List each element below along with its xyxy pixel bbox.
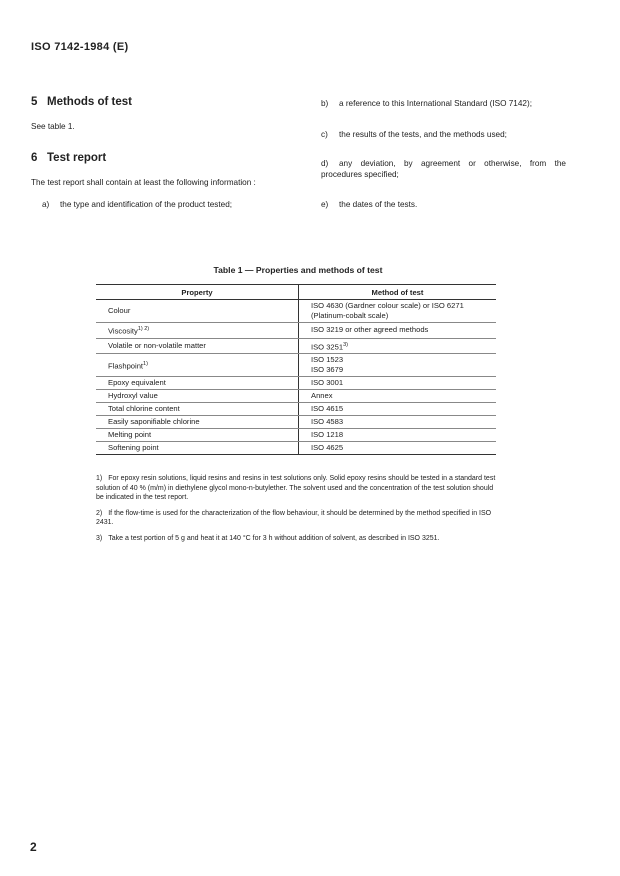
table-row: [96, 416, 496, 429]
section-5-title: Methods of test: [47, 96, 132, 108]
method-cell: [299, 390, 497, 403]
property-name: Epoxy equivalent: [108, 378, 166, 388]
report-item-e-text: the dates of the tests.: [339, 200, 418, 209]
footnote-ref: 1): [143, 360, 148, 367]
section-6-title: Test report: [47, 152, 107, 164]
document-header: ISO 7142-1984 (E): [31, 41, 129, 53]
footnote: [96, 474, 496, 503]
method-text-line2: ISO 3679: [311, 365, 344, 375]
properties-table: [96, 284, 496, 455]
report-item-b: [321, 98, 566, 109]
property-cell: [96, 403, 299, 416]
footnote-mark: 2): [96, 509, 103, 517]
section-5-number: 5: [31, 96, 38, 108]
footnote-text: Take a test portion of 5 g and heat it at 140 °C for 3 h without addition of solvent, as described in ISO 3251.: [108, 534, 440, 542]
table-row: [96, 442, 496, 455]
table-title: Table 1 — Properties and methods of test: [213, 265, 383, 275]
method-cell: [299, 323, 497, 339]
method-cell: [299, 377, 497, 390]
method-text: ISO 1523: [311, 355, 344, 365]
method-cell: [299, 416, 497, 429]
table-row: [96, 338, 496, 354]
report-item-d-text: any deviation, by agreement or otherwise, from the procedures specified;: [321, 159, 566, 179]
property-name: Volatile or non-volatile matter: [108, 340, 206, 350]
table-row: [96, 377, 496, 390]
property-name: Softening point: [108, 443, 159, 453]
property-cell: [96, 416, 299, 429]
table-row: [96, 323, 496, 339]
method-text-line2: (Platinum-cobalt scale): [311, 311, 389, 320]
page-number: 2: [30, 840, 37, 854]
footnotes: [96, 474, 496, 550]
property-name: Hydroxyl value: [108, 391, 158, 401]
property-name: Total chlorine content: [108, 404, 180, 414]
report-item-b-label: b): [321, 99, 329, 108]
property-cell: [96, 429, 299, 442]
method-text: ISO 1218: [311, 430, 344, 440]
footnote-text: If the flow-time is used for the characterization of the flow behaviour, it should be determined by the method specified in ISO 2431.: [96, 509, 492, 527]
method-column-header: Method of test: [299, 285, 497, 300]
method-cell: [299, 403, 497, 416]
property-cell: [96, 323, 299, 339]
section-6-intro: The test report shall contain at least the following information :: [31, 178, 256, 187]
table-body: [96, 300, 496, 455]
table-row: [96, 429, 496, 442]
property-name: Viscosity: [108, 326, 138, 336]
property-cell: [96, 300, 299, 323]
report-item-b-text: a reference to this International Standard (ISO 7142);: [339, 99, 532, 108]
table-row: [96, 403, 496, 416]
method-text: ISO 3251: [311, 342, 344, 352]
section-5-heading: [31, 96, 132, 108]
property-cell: [96, 354, 299, 377]
footnote-mark: 1): [96, 475, 103, 482]
method-text: ISO 3219 or other agreed methods: [311, 325, 429, 335]
table-row: [96, 354, 496, 377]
report-item-c-label: c): [321, 130, 328, 139]
method-text: ISO 4630 (Gardner colour scale) or ISO 6271: [311, 301, 464, 310]
method-text: ISO 4625: [311, 443, 344, 453]
table-row: [96, 390, 496, 403]
report-item-a-text: the type and identification of the product tested;: [60, 200, 233, 209]
footnote-text: For epoxy resin solutions, liquid resins and resins in test solutions only. Solid epoxy resins should be tested in a standard test solution of 40 % (m/m) in diethylene glycol mono-n-butylether. The solvent used and the concentration of the test solution should be indicated in the test report.: [96, 475, 496, 502]
method-cell: [299, 338, 497, 354]
report-item-e-label: e): [321, 200, 329, 209]
report-item-a: [42, 199, 297, 210]
method-cell: [299, 429, 497, 442]
report-item-d: [321, 158, 566, 180]
method-cell: [299, 300, 497, 323]
property-name: Easily saponifiable chlorine: [108, 417, 200, 427]
property-column-header: Property: [96, 285, 299, 300]
property-cell: [96, 390, 299, 403]
property-cell: [96, 442, 299, 455]
section-6-number: 6: [31, 152, 38, 164]
method-text: ISO 4583: [311, 417, 344, 427]
report-item-c: [321, 129, 566, 140]
footnote: [96, 509, 496, 528]
table-header-row: [96, 285, 496, 300]
method-cell: [299, 442, 497, 455]
method-cell: [299, 354, 497, 377]
method-text: Annex: [311, 391, 333, 401]
property-name: Colour: [108, 306, 131, 315]
footnote: [96, 534, 496, 544]
property-name: Melting point: [108, 430, 152, 440]
property-cell: [96, 377, 299, 390]
report-item-a-label: a): [42, 200, 50, 209]
report-item-d-label: d): [321, 159, 329, 168]
table-row: [96, 300, 496, 323]
footnote-ref: 3): [343, 341, 348, 348]
report-item-e: [321, 199, 566, 210]
method-text: ISO 3001: [311, 378, 344, 388]
method-text: ISO 4615: [311, 404, 344, 414]
property-name: Flashpoint: [108, 361, 144, 371]
footnote-mark: 3): [96, 534, 103, 542]
property-cell: [96, 338, 299, 354]
report-item-c-text: the results of the tests, and the methods used;: [339, 130, 507, 139]
section-6-heading: [31, 152, 106, 164]
footnote-ref: 1) 2): [137, 326, 150, 332]
section-5-text: See table 1.: [31, 122, 75, 131]
